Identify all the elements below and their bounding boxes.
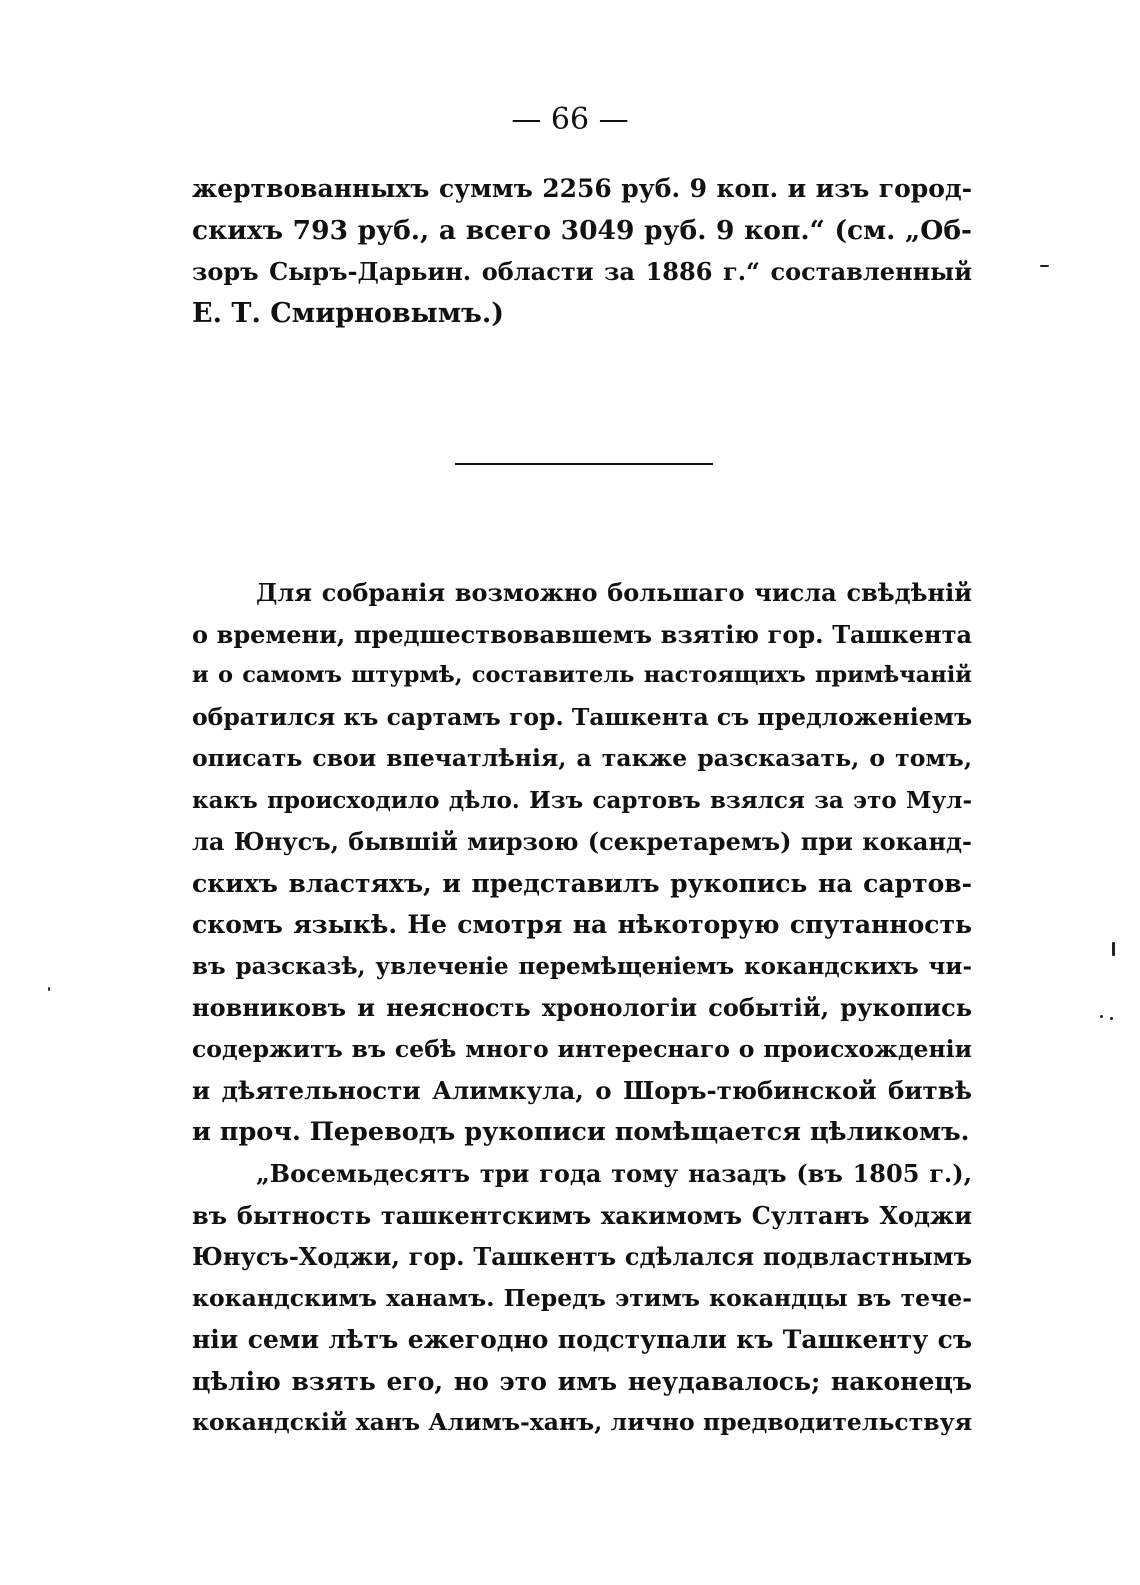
text-line: о времени, предшествовавшемъ взятію гор. Ташкента [192, 619, 972, 649]
text-line: скомъ языкѣ. Не смотря на нѣкоторую спутанность [192, 910, 972, 939]
text-line: и проч. Переводъ рукописи помѣщается цѣликомъ. [192, 1116, 970, 1147]
text-line: въ разсказѣ, увлеченіе перемѣщеніемъ кокандскихъ чи- [192, 952, 972, 980]
text-line: скихъ властяхъ, и представилъ рукопись на сартов- [192, 868, 972, 898]
text-line: зоръ Сыръ-Дарьин. области за 1886 г.“ составленный [192, 257, 972, 286]
text-line: „Восемьдесятъ три года тому назадъ (въ 1805 г.), [256, 1159, 972, 1188]
paragraph-intro [192, 572, 972, 1153]
text-line: цѣлію взять его, но это имъ неудавалось; наконецъ [192, 1366, 972, 1396]
section-divider [455, 463, 713, 465]
text-line: какъ происходило дѣло. Изъ сартовъ взялся за это Мул- [192, 786, 972, 814]
scan-speck [48, 987, 50, 991]
text-line: обратился къ сартамъ гор. Ташкента съ предложеніемъ [192, 702, 972, 731]
scan-speck [1112, 942, 1115, 956]
text-line: кокандскій ханъ Алимъ-ханъ, лично предводительствуя [192, 1408, 972, 1436]
text-line: Е. Т. Смирновымъ.) [192, 297, 505, 329]
scan-speck [1110, 1017, 1113, 1020]
text-line: содержитъ въ себѣ много интереснаго о происхожденіи [192, 1034, 972, 1063]
text-line: новниковъ и неясность хронологіи событій, рукопись [192, 993, 972, 1022]
text-line: и о самомъ штурмѣ, составитель настоящихъ примѣчаній [192, 662, 972, 688]
page-number: — 66 — [511, 102, 629, 137]
text-line: кокандскимъ ханамъ. Передъ этимъ кокандцы въ тече- [192, 1283, 972, 1312]
text-line: Для собранія возможно большаго числа свѣдѣній [256, 578, 972, 607]
text-line: ніи семи лѣтъ ежегодно подступали къ Ташкенту съ [192, 1325, 972, 1354]
scan-speck [1040, 265, 1049, 267]
text-line: описать свои впечатлѣнія, а также разсказать, о томъ, [192, 744, 972, 772]
text-line: и дѣятельности Алимкула, о Шоръ-тюбинской битвѣ [192, 1076, 972, 1105]
scan-speck [1100, 1015, 1103, 1018]
text-line: ла Юнусъ, бывшій мирзою (секретаремъ) при коканд- [192, 827, 972, 856]
paragraph-manuscript [192, 1153, 972, 1444]
continued-footnote-block [192, 168, 972, 334]
text-line: въ бытность ташкентскимъ хакимомъ Султанъ Ходжи [192, 1200, 972, 1230]
text-line: скихъ 793 руб., а всего 3049 руб. 9 коп.“ (см. „Об- [192, 214, 972, 246]
text-line: Юнусъ-Ходжи, гор. Ташкентъ сдѣлался подвластнымъ [192, 1242, 972, 1271]
text-line: жертвованныхъ суммъ 2256 руб. 9 коп. и изъ город- [192, 174, 972, 203]
